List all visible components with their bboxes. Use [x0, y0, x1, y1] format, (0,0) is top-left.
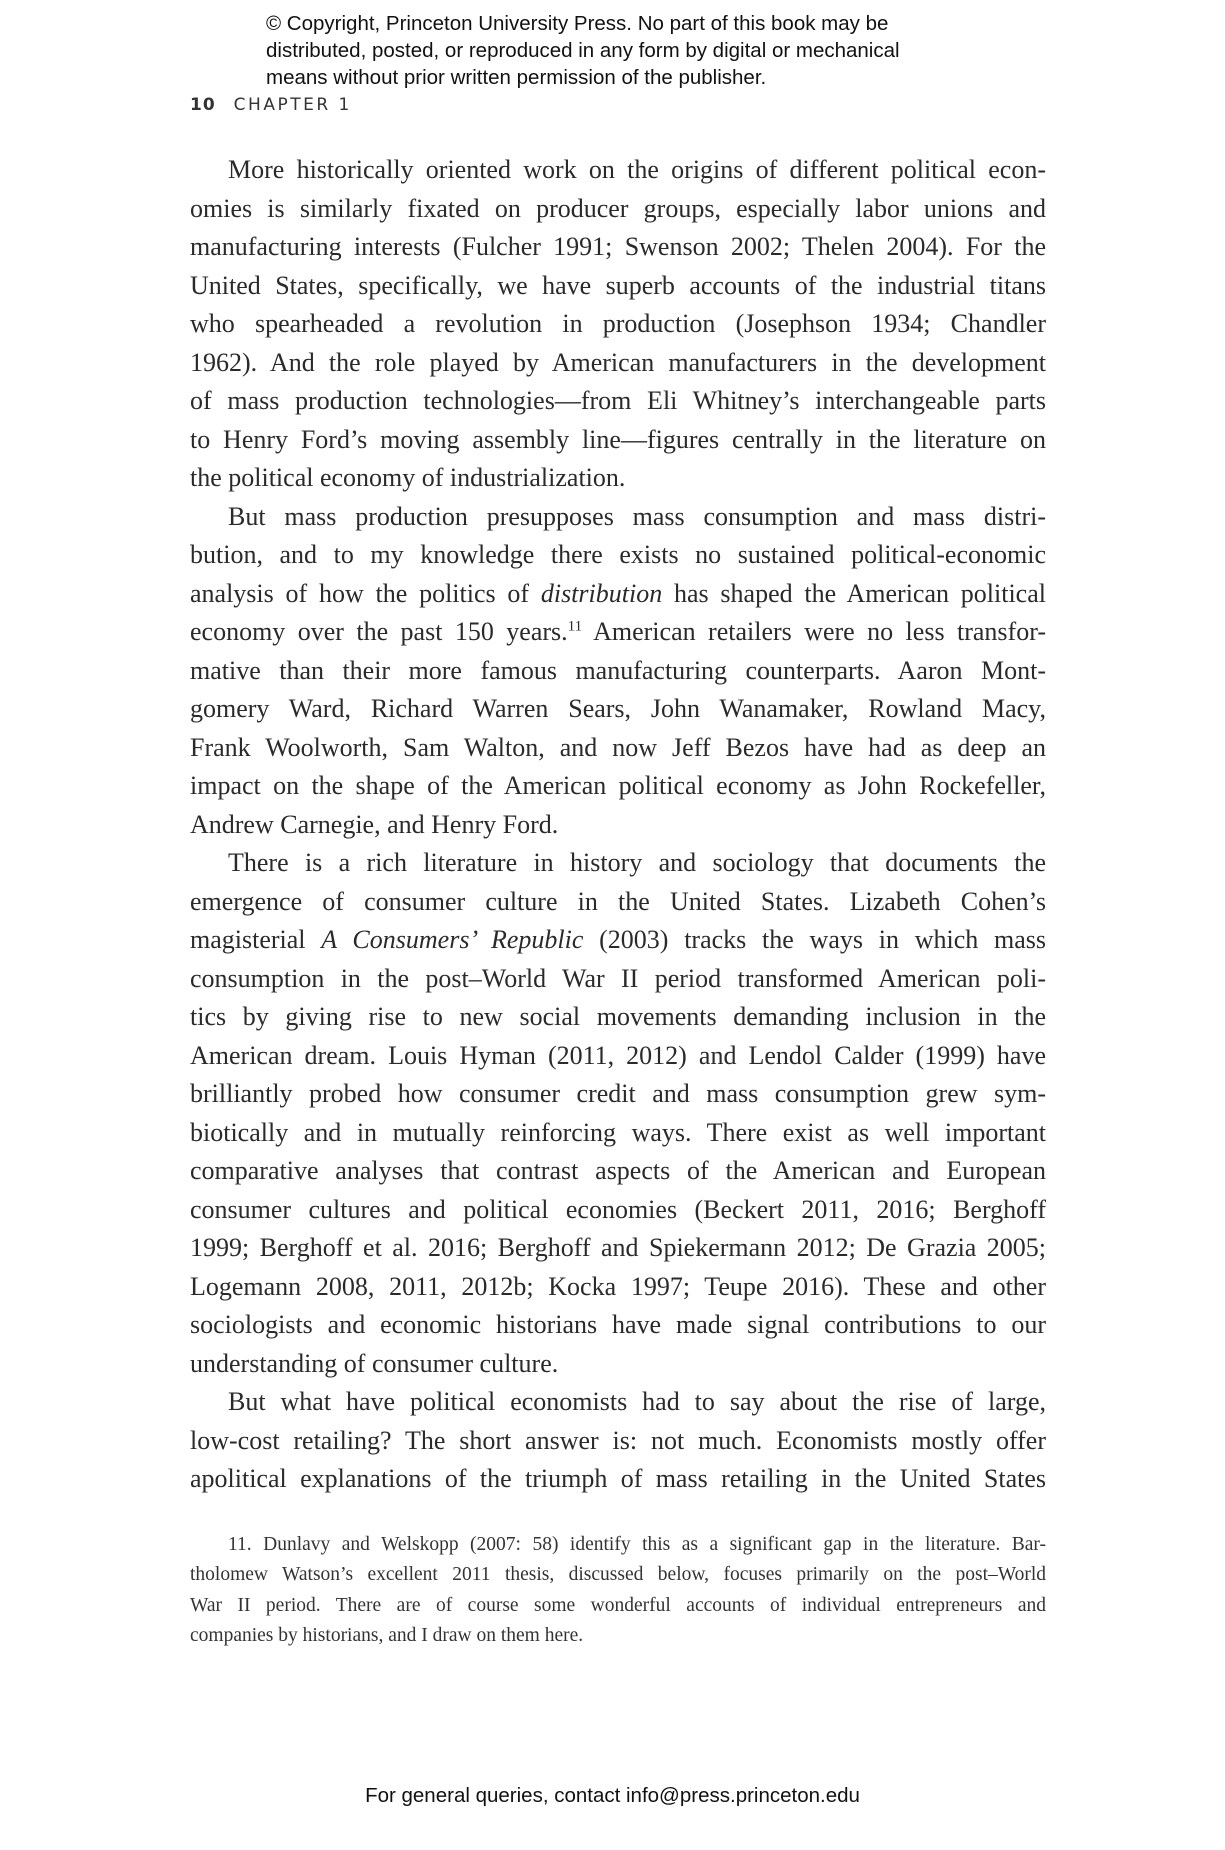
text-line	[190, 575, 1046, 614]
text-line: who spearheaded a revolution in production (Josephson 1934; Chandler	[190, 309, 1046, 338]
text-span: (2003) tracks the ways in which mass	[583, 925, 1046, 954]
text-span: has shaped the American political	[662, 578, 1046, 608]
text-line: low-cost retailing? The short answer is: not much. Economists mostly offer	[190, 1425, 1046, 1455]
text-line: omies is similarly fixated on producer groups, especially labor unions and	[190, 193, 1046, 223]
text-line: 1999; Berghoff et al. 2016; Berghoff and Spiekermann 2012; De Grazia 2005;	[190, 1233, 1046, 1262]
footer-contact: For general queries, contact info@press.princeton.edu	[365, 1784, 860, 1807]
text-span: magisterial	[190, 925, 322, 954]
text-line: understanding of consumer culture.	[190, 1348, 559, 1378]
text-span: American retailers were no less transfor-	[582, 617, 1046, 646]
text-line: There is a rich literature in history and sociology that documents the	[228, 848, 1046, 877]
text-line: Logemann 2008, 2011, 2012b; Kocka 1997; Teupe 2016). These and other	[190, 1271, 1046, 1301]
text-line: 11. Dunlavy and Welskopp (2007: 58) identify this as a significant gap in the literature. Bar-	[228, 1534, 1046, 1555]
text-line: of mass production technologies—from Eli Whitney’s interchangeable parts	[190, 386, 1046, 415]
text-line: impact on the shape of the American political economy as John Rockefeller,	[190, 771, 1046, 800]
text-line: Frank Woolworth, Sam Walton, and now Jeff Bezos have had as deep an	[190, 732, 1046, 762]
text-line: apolitical explanations of the triumph of mass retailing in the United States	[190, 1464, 1046, 1493]
text-line: gomery Ward, Richard Warren Sears, John Wanamaker, Rowland Macy,	[190, 694, 1046, 723]
running-head	[190, 95, 352, 115]
text-line: More historically oriented work on the origins of different political econ-	[228, 155, 1046, 184]
text-line: emergence of consumer culture in the United States. Lizabeth Cohen’s	[190, 886, 1046, 916]
text-line: companies by historians, and I draw on them here.	[190, 1624, 584, 1646]
text-line: consumer cultures and political economies (Beckert 2011, 2016; Berghoff	[190, 1194, 1046, 1224]
text-line: the political economy of industrialization.	[190, 463, 626, 492]
footnote	[190, 1530, 1046, 1651]
text-line: tholomew Watson’s excellent 2011 thesis, discussed below, focuses primarily on the post–World	[190, 1564, 1046, 1586]
footnotes	[190, 1530, 1046, 1651]
paragraph	[190, 498, 1046, 845]
page-number: 10	[190, 95, 216, 115]
text-line: sociologists and economic historians have made signal contributions to our	[190, 1310, 1046, 1339]
text-line: War II period. There are of course some wonderful accounts of individual entrepreneurs and	[190, 1594, 1046, 1616]
text-line: mative than their more famous manufacturing counterparts. Aaron Mont-	[190, 655, 1046, 685]
text-line: American dream. Louis Hyman (2011, 2012) and Lendol Calder (1999) have	[190, 1040, 1046, 1070]
text-span: analysis of how the politics of	[190, 578, 541, 608]
footnote-marker: 11	[567, 618, 583, 635]
text-line: manufacturing interests (Fulcher 1991; Swenson 2002; Thelen 2004). For the	[190, 232, 1046, 261]
copyright-line: distributed, posted, or reproduced in any form by digital or mechanical	[266, 39, 900, 62]
text-line: tics by giving rise to new social movements demanding inclusion in the	[190, 1002, 1046, 1031]
text-line	[190, 613, 1046, 652]
text-line: bution, and to my knowledge there exists no sustained political-economic	[190, 540, 1046, 569]
text-line: United States, specifically, we have superb accounts of the industrial titans	[190, 270, 1046, 300]
copyright-line: © Copyright, Princeton University Press. No part of this book may be	[266, 12, 889, 35]
paragraph	[190, 151, 1046, 498]
text-line: Andrew Carnegie, and Henry Ford.	[190, 809, 559, 839]
body-text	[190, 151, 1046, 1499]
text-line: to Henry Ford’s moving assembly line—figures centrally in the literature on	[190, 424, 1046, 454]
text-line: consumption in the post–World War II period transformed American poli-	[190, 963, 1046, 993]
text-line: brilliantly probed how consumer credit and mass consumption grew sym-	[190, 1079, 1046, 1108]
italic-text: A Consumers’ Republic	[321, 925, 584, 954]
paragraph	[190, 844, 1046, 1383]
italic-text: distribution	[540, 578, 663, 608]
copyright-line: means without prior written permission of the publisher.	[266, 66, 767, 89]
text-line: But what have political economists had to say about the rise of large,	[228, 1387, 1046, 1416]
chapter-label: CHAPTER 1	[233, 95, 352, 115]
text-line: But mass production presupposes mass consumption and mass distri-	[228, 501, 1046, 531]
text-span: economy over the past 150 years.	[190, 617, 568, 646]
text-line: comparative analyses that contrast aspects of the American and European	[190, 1156, 1046, 1185]
paragraph	[190, 1383, 1046, 1499]
copyright-notice	[266, 10, 900, 91]
text-line: biotically and in mutually reinforcing ways. There exist as well important	[190, 1117, 1046, 1147]
text-line: 1962). And the role played by American manufacturers in the development	[190, 347, 1046, 377]
text-line	[190, 921, 1046, 960]
